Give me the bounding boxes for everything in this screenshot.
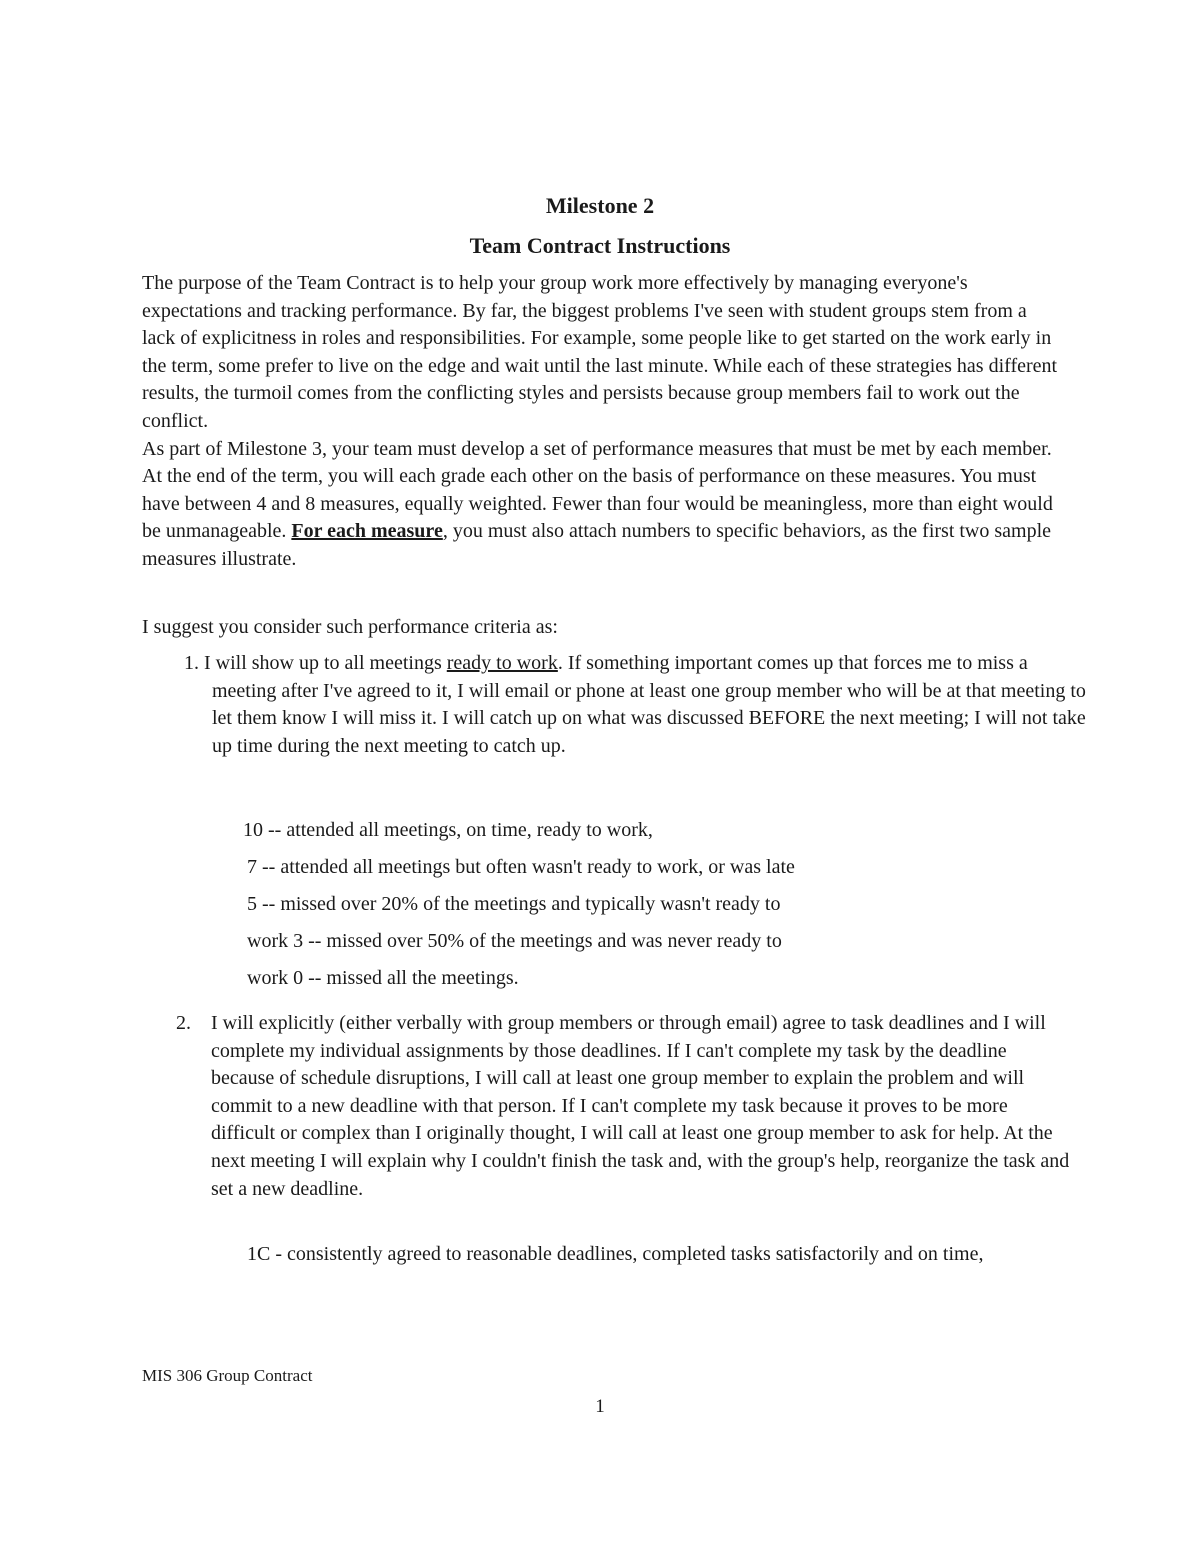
score-line: work 0 -- missed all the meetings. bbox=[247, 967, 519, 989]
underlined-text: ready to work bbox=[446, 652, 558, 674]
list-item-1 bbox=[172, 650, 1092, 760]
intro-section bbox=[142, 270, 1062, 574]
item-text: . If something important comes up that forces me to miss a meeting after I've agreed to it, I will email or phone at least one group member who will be at that meeting to let them know I will miss it. I will catch up on what was discussed BEFORE the next meeting; I will not take up time during the next meeting to catch up. bbox=[212, 652, 1086, 757]
list-item-2: I will explicitly (either verbally with group members or through email) agree to task deadlines and I will complete my individual assignments by those deadlines. If I can't complete my task by the deadline because of schedule disruptions, I will call at least one group member to explain the problem and will commit to a new deadline with that person. If I can't complete my task because it proves to be more difficult or complex than I originally thought, I will call at least one group member to ask for help. At the next meeting I will explain why I couldn't finish the task and, with the group's help, reorganize the task and set a new deadline. bbox=[211, 1012, 1070, 1200]
paragraph-text: , you must also attach numbers to specific behaviors, as the first two sample measures illustrate. bbox=[142, 520, 1052, 570]
list-number: 1. bbox=[184, 652, 199, 674]
score-line: 10 -- attended all meetings, on time, ready to work, bbox=[243, 819, 653, 841]
document-subtitle: Team Contract Instructions bbox=[469, 233, 731, 258]
page-footer: MIS 306 Group Contract bbox=[142, 1366, 313, 1385]
score-line: 1C - consistently agreed to reasonable deadlines, completed tasks satisfactorily and on time, bbox=[247, 1243, 984, 1265]
item-text: I will show up to all meetings bbox=[204, 652, 447, 674]
emphasis-text: For each measure bbox=[291, 520, 443, 543]
page-number: 1 bbox=[595, 1396, 605, 1417]
document-title: Milestone 2 bbox=[545, 193, 655, 218]
score-line: work 3 -- missed over 50% of the meetings and was never ready to bbox=[247, 930, 782, 952]
score-line: 7 -- attended all meetings but often wasn't ready to work, or was late bbox=[247, 856, 795, 878]
suggest-line: I suggest you consider such performance criteria as: bbox=[142, 616, 558, 638]
score-line: 5 -- missed over 20% of the meetings and typically wasn't ready to bbox=[247, 893, 781, 915]
paragraph-text: As part of Milestone 3, your team must develop a set of performance measures that must be met by each member. At the end of the term, you will each grade each other on the basis of performance on these measures. You must have between 4 and 8 measures, equally weighted. Fewer than four would be meaningless, more than eight would be unmanageable. bbox=[142, 437, 1053, 543]
intro-paragraph: The purpose of the Team Contract is to help your group work more effectively by managing everyone's expectations and tracking performance. By far, the biggest problems I've seen with student groups stem from a lack of explicitness in roles and responsibilities. For example, some people like to get started on the work early in the term, some prefer to live on the edge and wait until the last minute. While each of these strategies has different results, the turmoil comes from the conflicting styles and persists because group members fail to work out the conflict. bbox=[142, 272, 1058, 432]
list-number: 2. bbox=[176, 1012, 191, 1034]
intro-paragraph bbox=[142, 436, 1062, 574]
